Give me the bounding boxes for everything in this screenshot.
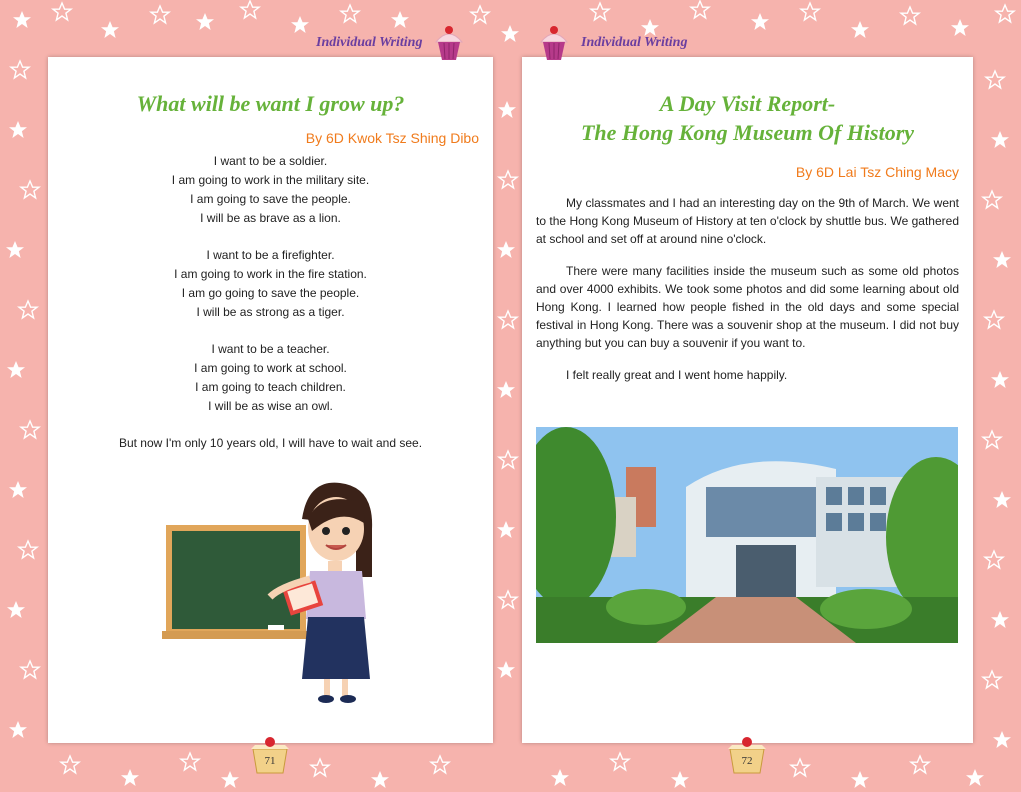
right-page-number: 72 bbox=[741, 755, 753, 767]
right-page-title-line1: A Day Visit Report- bbox=[659, 91, 836, 116]
teacher-figure bbox=[270, 483, 372, 703]
poem-line: I want to be a teacher. bbox=[211, 342, 330, 356]
poem-line: I want to be a firefighter. bbox=[206, 248, 335, 262]
report-body bbox=[522, 194, 973, 384]
left-page-byline: By 6D Kwok Tsz Shing Dibo bbox=[305, 130, 479, 146]
teacher-illustration bbox=[160, 479, 410, 709]
poem-line: I want to be a soldier. bbox=[213, 154, 328, 168]
left-page-title: What will be want I grow up? bbox=[136, 91, 405, 116]
poem bbox=[48, 152, 493, 453]
poem-line: I am going to work at school. bbox=[194, 361, 347, 375]
left-page bbox=[48, 57, 493, 743]
poem-line: I will be as wise an owl. bbox=[208, 399, 333, 413]
poem-line: I will be as strong as a tiger. bbox=[196, 305, 345, 319]
poem-line: I will be as brave as a lion. bbox=[200, 211, 341, 225]
cupcake-icon bbox=[533, 22, 575, 64]
right-header-label: Individual Writing bbox=[581, 35, 688, 50]
poem-closing-line: But now I'm only 10 years old, I will have to wait and see. bbox=[118, 436, 423, 450]
poem-stanza bbox=[48, 152, 493, 228]
report-paragraph: I felt really great and I went home happily. bbox=[566, 368, 788, 382]
left-header-label: Individual Writing bbox=[316, 35, 423, 50]
right-page-title-line2: The Hong Kong Museum Of History bbox=[580, 120, 915, 145]
cupcake-icon bbox=[428, 22, 470, 64]
poem-stanza bbox=[48, 340, 493, 416]
poem-line: I am going to save the people. bbox=[190, 192, 351, 206]
report-paragraph: There were many facilities inside the museum such as some old photos and over 4000 exhibits. We took some photos and did some learning about old Hong Kong. I learned how people fished in the old days and some special festival in Hong Kong. There was a souvenir shop at the museum. I did not buy anything but you can buy a souvenir if you want to. bbox=[536, 264, 959, 350]
museum-photo bbox=[536, 427, 958, 643]
report-paragraph: My classmates and I had an interesting day on the 9th of March. We went to the Hong Kong Museum of History at ten o'clock by shuttle bus. We gathered at school and set off at around nine o'clock. bbox=[536, 196, 959, 246]
poem-line: I am going to work in the fire station. bbox=[174, 267, 367, 281]
right-header-tab bbox=[533, 30, 687, 56]
left-header-tab bbox=[316, 30, 470, 56]
poem-line: I am go going to save the people. bbox=[181, 286, 360, 300]
left-page-number: 71 bbox=[264, 755, 276, 767]
right-page-byline: By 6D Lai Tsz Ching Macy bbox=[795, 164, 959, 180]
poem-line: I am going to work in the military site. bbox=[171, 173, 370, 187]
right-page bbox=[522, 57, 973, 743]
poem-line: I am going to teach children. bbox=[195, 380, 346, 394]
poem-stanza bbox=[48, 246, 493, 322]
